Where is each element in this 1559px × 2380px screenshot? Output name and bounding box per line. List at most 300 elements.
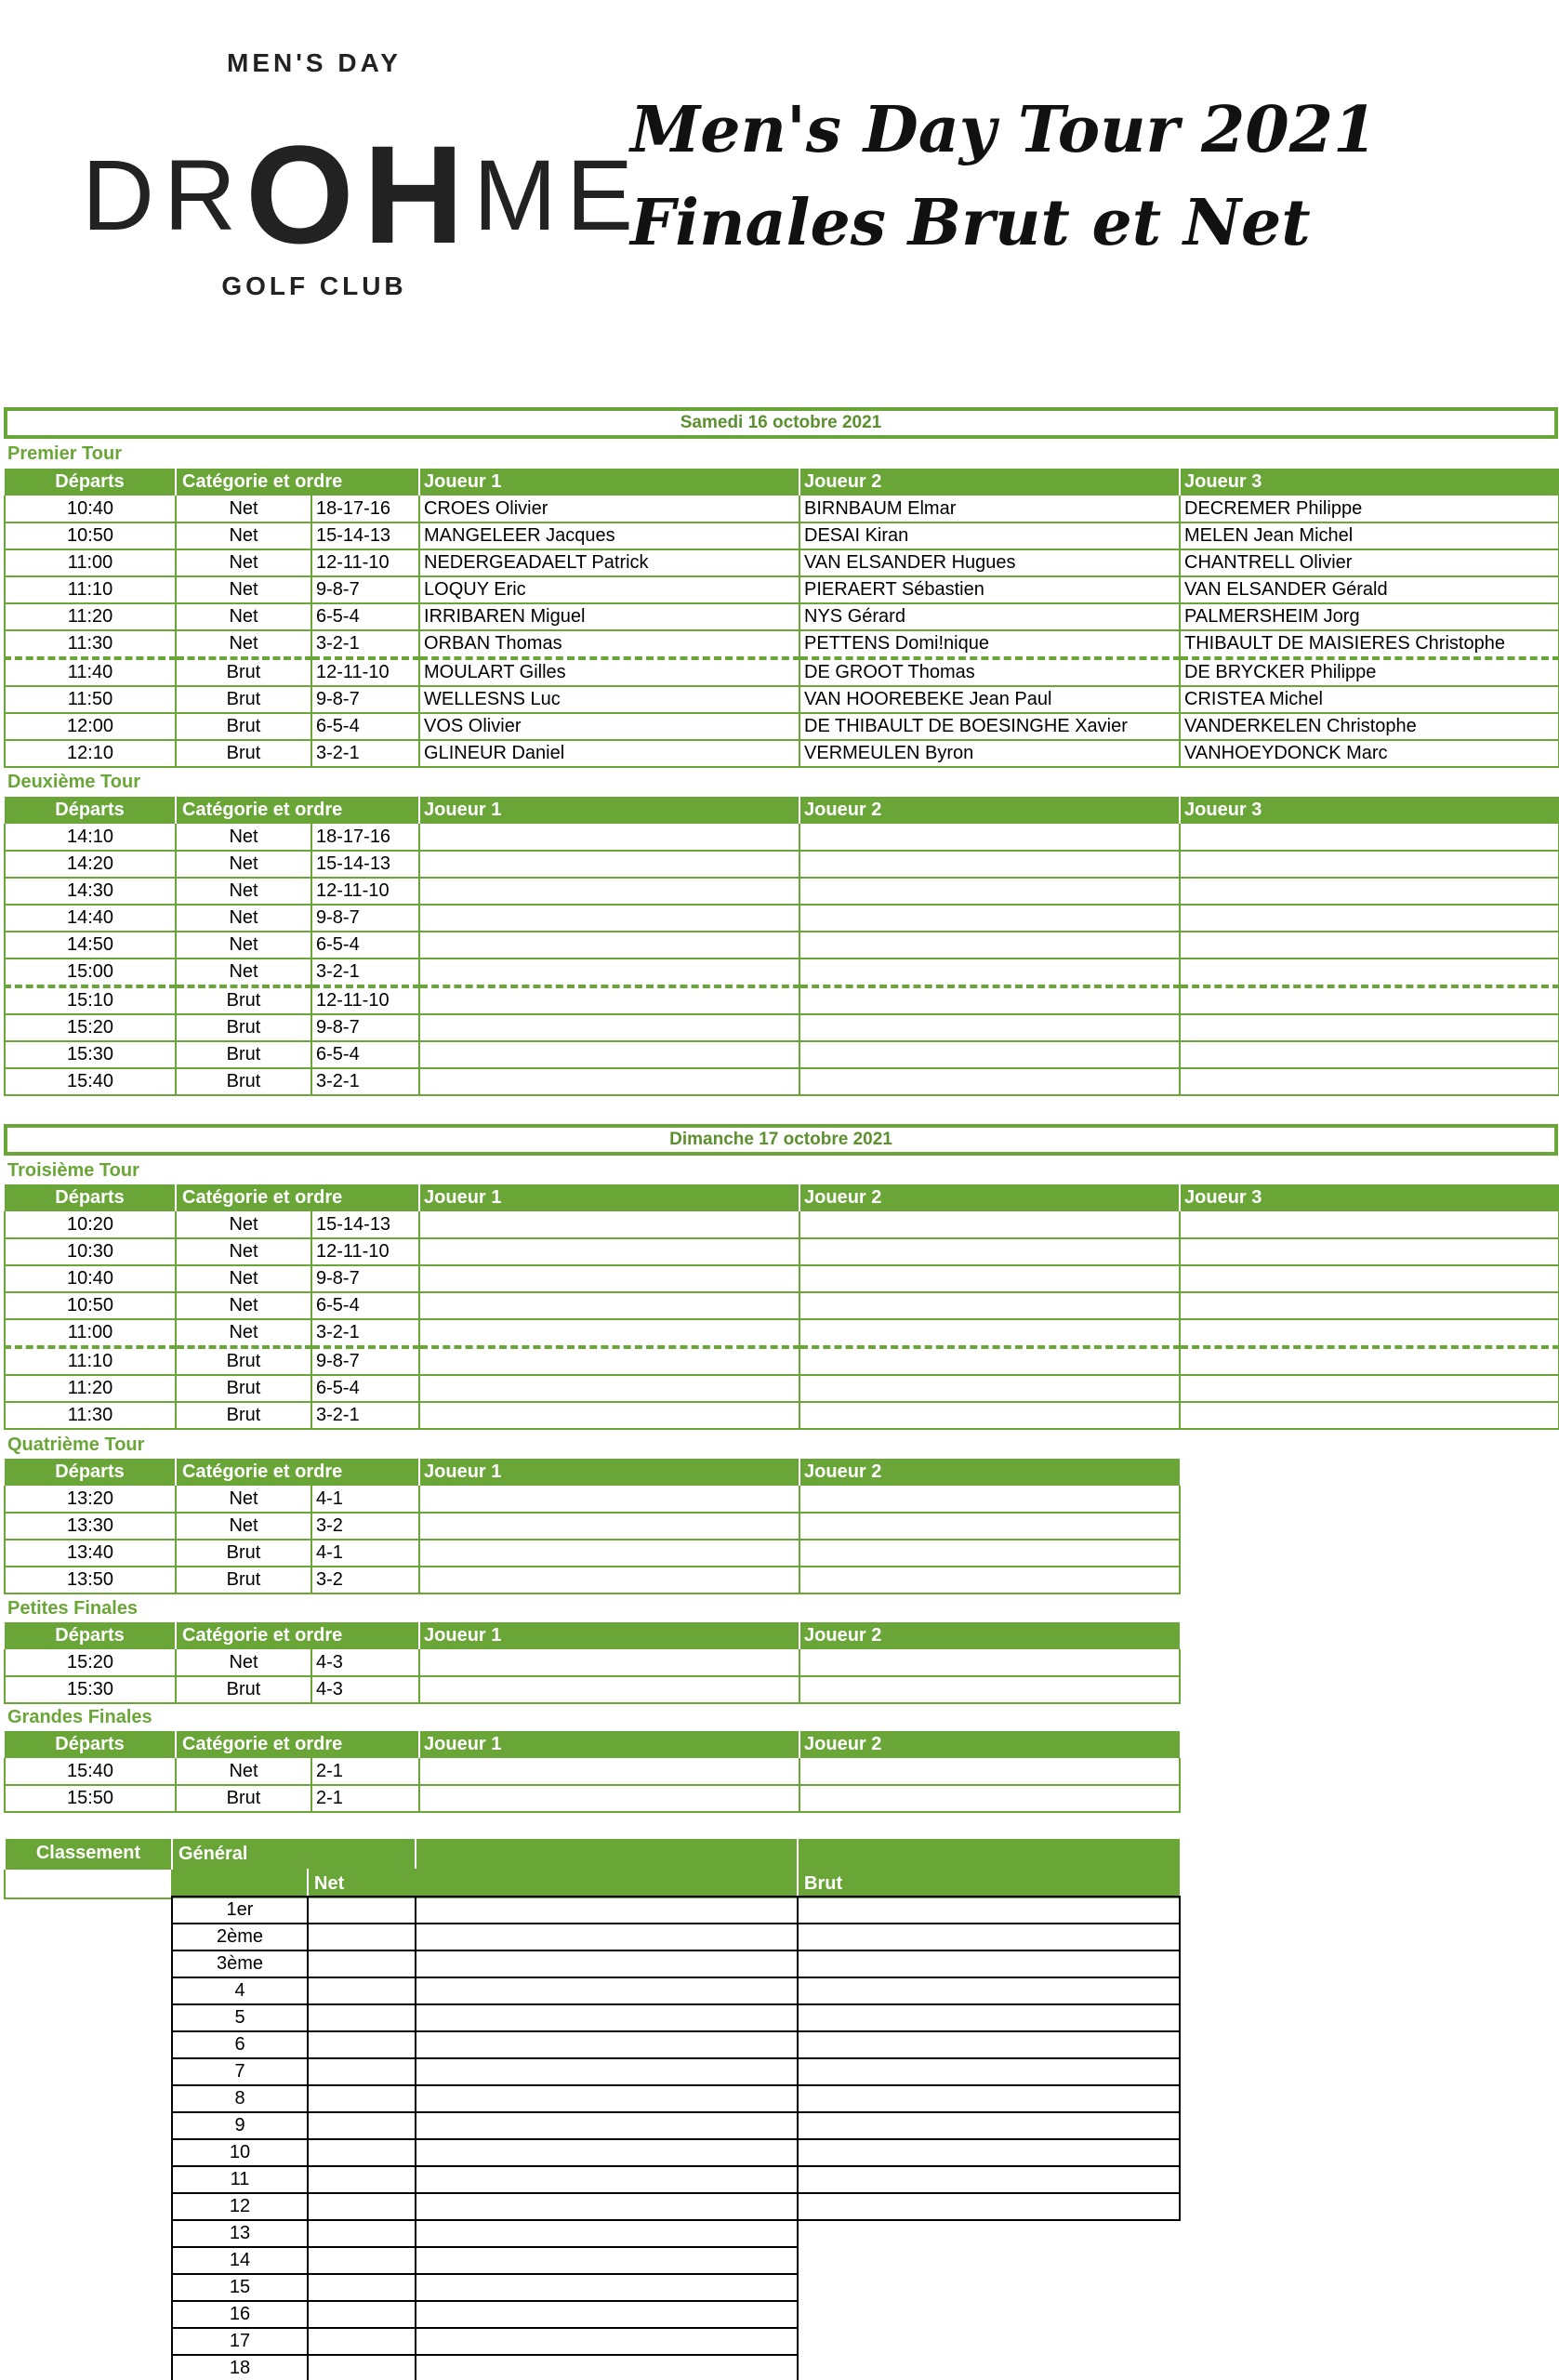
rank-net-order[interactable] bbox=[308, 2220, 416, 2247]
logo-main-c: ME bbox=[473, 139, 642, 251]
cell-time: 11:30 bbox=[5, 1402, 176, 1429]
cell-player2[interactable] bbox=[799, 932, 1180, 959]
cell-player1[interactable] bbox=[419, 1068, 799, 1095]
rank-net-name[interactable] bbox=[416, 2139, 798, 2166]
cell-player3[interactable]: DECREMER Philippe bbox=[1180, 496, 1559, 522]
cell-player3[interactable] bbox=[1180, 959, 1559, 986]
rank-net-order[interactable] bbox=[308, 2193, 416, 2220]
cell-player3[interactable] bbox=[1180, 1292, 1559, 1319]
table-row bbox=[5, 959, 1559, 986]
col-header-joueur3: Joueur 3 bbox=[1180, 1184, 1559, 1211]
cell-player3[interactable] bbox=[1180, 905, 1559, 932]
rank-net-order[interactable] bbox=[308, 2139, 416, 2166]
rank-brut-name[interactable] bbox=[798, 1977, 1180, 2004]
cell-category: Net bbox=[176, 576, 311, 603]
cell-player2[interactable] bbox=[799, 1041, 1180, 1068]
cell-time: 10:50 bbox=[5, 522, 176, 549]
rank-row bbox=[172, 2355, 1180, 2380]
cell-player3[interactable]: CRISTEA Michel bbox=[1180, 686, 1559, 713]
rank-row bbox=[172, 2166, 1180, 2193]
table-row bbox=[5, 496, 1559, 522]
cell-time: 15:20 bbox=[5, 1649, 176, 1676]
rank-row bbox=[172, 2031, 1180, 2058]
rank-net-name[interactable] bbox=[416, 2085, 798, 2112]
rank-position: 1er bbox=[172, 1897, 308, 1924]
cell-player2[interactable]: VAN HOOREBEKE Jean Paul bbox=[799, 686, 1180, 713]
cell-player2[interactable] bbox=[799, 1068, 1180, 1095]
rank-net-order[interactable] bbox=[308, 2166, 416, 2193]
rank-brut-name[interactable] bbox=[798, 2085, 1180, 2112]
cell-player2[interactable]: PIERAERT Sébastien bbox=[799, 576, 1180, 603]
col-header-joueur2: Joueur 2 bbox=[799, 1459, 1180, 1486]
cell-player3[interactable] bbox=[1180, 1211, 1559, 1238]
col-header-departs: Départs bbox=[5, 1184, 176, 1211]
table-row bbox=[5, 1265, 1559, 1292]
rank-net-name[interactable] bbox=[416, 2247, 798, 2274]
cell-player1[interactable] bbox=[419, 1402, 799, 1429]
rank-row bbox=[172, 2139, 1180, 2166]
rank-position: 9 bbox=[172, 2112, 308, 2139]
cell-category: Net bbox=[176, 959, 311, 986]
cell-player2[interactable] bbox=[799, 851, 1180, 878]
cell-time: 10:20 bbox=[5, 1211, 176, 1238]
rank-brut-name[interactable] bbox=[798, 2112, 1180, 2139]
cell-player1[interactable]: MOULART Gilles bbox=[419, 658, 799, 686]
section-label-petites-finales: Petites Finales bbox=[7, 1598, 139, 1619]
cell-player3[interactable]: VAN ELSANDER Gérald bbox=[1180, 576, 1559, 603]
rank-brut-name[interactable] bbox=[798, 2193, 1180, 2220]
cell-player1[interactable]: MANGELEER Jacques bbox=[419, 522, 799, 549]
logo-main-a: DR bbox=[82, 139, 245, 251]
cell-category: Brut bbox=[176, 1041, 311, 1068]
rank-net-name[interactable] bbox=[416, 1897, 798, 1924]
cell-player1[interactable] bbox=[419, 1375, 799, 1402]
cell-player1[interactable] bbox=[419, 1041, 799, 1068]
cell-order: 4-1 bbox=[311, 1540, 419, 1567]
rank-net-name[interactable] bbox=[416, 2274, 798, 2301]
cell-player3[interactable] bbox=[1180, 932, 1559, 959]
cell-order: 3-2-1 bbox=[311, 740, 419, 767]
cell-player3[interactable] bbox=[1180, 1238, 1559, 1265]
cell-player1[interactable] bbox=[419, 1319, 799, 1347]
cell-order: 18-17-16 bbox=[311, 496, 419, 522]
cell-time: 11:30 bbox=[5, 630, 176, 658]
cell-player2[interactable] bbox=[799, 1513, 1180, 1540]
cell-time: 11:40 bbox=[5, 658, 176, 686]
classement-rank-table bbox=[171, 1896, 1181, 2380]
cell-player1[interactable] bbox=[419, 986, 799, 1014]
cell-player2[interactable]: PETTENS Domi!nique bbox=[799, 630, 1180, 658]
rank-row bbox=[172, 1924, 1180, 1950]
rank-net-order[interactable] bbox=[308, 2328, 416, 2355]
rank-row bbox=[172, 1977, 1180, 2004]
rank-brut-name[interactable] bbox=[798, 1924, 1180, 1950]
rank-brut-name[interactable] bbox=[798, 2220, 1180, 2247]
cell-player1[interactable] bbox=[419, 1567, 799, 1593]
cell-player3[interactable] bbox=[1180, 986, 1559, 1014]
col-header-departs: Départs bbox=[5, 797, 176, 824]
cell-order: 4-3 bbox=[311, 1676, 419, 1703]
cell-player1[interactable] bbox=[419, 1265, 799, 1292]
cell-category: Net bbox=[176, 905, 311, 932]
cell-player1[interactable] bbox=[419, 1649, 799, 1676]
page-title-line2: Finales Brut et Net bbox=[630, 186, 1311, 260]
cell-player2[interactable]: DE GROOT Thomas bbox=[799, 658, 1180, 686]
rank-net-order[interactable] bbox=[308, 2004, 416, 2031]
cell-order: 6-5-4 bbox=[311, 1041, 419, 1068]
cell-category: Brut bbox=[176, 1375, 311, 1402]
cell-player1[interactable] bbox=[419, 1238, 799, 1265]
cell-order: 12-11-10 bbox=[311, 986, 419, 1014]
table-row bbox=[5, 1292, 1559, 1319]
cell-player2[interactable] bbox=[799, 959, 1180, 986]
cell-player2[interactable] bbox=[799, 1567, 1180, 1593]
cell-player1[interactable]: VOS Olivier bbox=[419, 713, 799, 740]
rank-row bbox=[172, 2247, 1180, 2274]
cell-time: 10:40 bbox=[5, 496, 176, 522]
rank-row bbox=[172, 2328, 1180, 2355]
cell-player1[interactable]: LOQUY Eric bbox=[419, 576, 799, 603]
rank-position: 7 bbox=[172, 2058, 308, 2085]
rank-brut-name[interactable] bbox=[798, 2139, 1180, 2166]
table-row bbox=[5, 932, 1559, 959]
rank-brut-name[interactable] bbox=[798, 2274, 1180, 2301]
rank-net-name[interactable] bbox=[416, 2112, 798, 2139]
cell-player2[interactable]: VAN ELSANDER Hugues bbox=[799, 549, 1180, 576]
cell-player3[interactable]: MELEN Jean Michel bbox=[1180, 522, 1559, 549]
col-header-departs: Départs bbox=[5, 1731, 176, 1758]
rank-position: 8 bbox=[172, 2085, 308, 2112]
rank-brut-name[interactable] bbox=[798, 2004, 1180, 2031]
cell-time: 11:20 bbox=[5, 603, 176, 630]
rank-net-name[interactable] bbox=[416, 2355, 798, 2380]
cell-player2[interactable] bbox=[799, 1014, 1180, 1041]
table-row bbox=[5, 1567, 1180, 1593]
col-header-joueur1: Joueur 1 bbox=[419, 469, 799, 496]
cell-player2[interactable] bbox=[799, 986, 1180, 1014]
table-row bbox=[5, 658, 1559, 686]
cell-category: Net bbox=[176, 851, 311, 878]
cell-time: 14:30 bbox=[5, 878, 176, 905]
rank-brut-name[interactable] bbox=[798, 2058, 1180, 2085]
cell-player1[interactable] bbox=[419, 959, 799, 986]
cell-player1[interactable] bbox=[419, 1292, 799, 1319]
rank-net-order[interactable] bbox=[308, 2058, 416, 2085]
rank-net-name[interactable] bbox=[416, 2004, 798, 2031]
schedule-table-tour1 bbox=[4, 469, 1559, 768]
rank-position: 5 bbox=[172, 2004, 308, 2031]
cell-order: 3-2 bbox=[311, 1567, 419, 1593]
cell-category: Brut bbox=[176, 740, 311, 767]
cell-player3[interactable]: VANDERKELEN Christophe bbox=[1180, 713, 1559, 740]
rank-net-name[interactable] bbox=[416, 2031, 798, 2058]
rank-net-order[interactable] bbox=[308, 2301, 416, 2328]
cell-category: Net bbox=[176, 1513, 311, 1540]
cell-category: Brut bbox=[176, 686, 311, 713]
rank-brut-name[interactable] bbox=[798, 1897, 1180, 1924]
cell-player1[interactable] bbox=[419, 1211, 799, 1238]
cell-player2[interactable]: VERMEULEN Byron bbox=[799, 740, 1180, 767]
cell-time: 13:30 bbox=[5, 1513, 176, 1540]
rank-net-order[interactable] bbox=[308, 2085, 416, 2112]
cell-player2[interactable] bbox=[799, 1375, 1180, 1402]
cell-order: 9-8-7 bbox=[311, 576, 419, 603]
rank-brut-name[interactable] bbox=[798, 2247, 1180, 2274]
cell-player1[interactable] bbox=[419, 932, 799, 959]
cell-player1[interactable]: GLINEUR Daniel bbox=[419, 740, 799, 767]
cell-category: Net bbox=[176, 522, 311, 549]
cell-player3[interactable] bbox=[1180, 824, 1559, 851]
rank-row bbox=[172, 2193, 1180, 2220]
cell-player1[interactable] bbox=[419, 1513, 799, 1540]
cell-time: 15:40 bbox=[5, 1758, 176, 1785]
rank-row bbox=[172, 2112, 1180, 2139]
rank-net-name[interactable] bbox=[416, 2220, 798, 2247]
table-header-row bbox=[5, 1622, 1180, 1649]
cell-player3[interactable] bbox=[1180, 1068, 1559, 1095]
table-row bbox=[5, 986, 1559, 1014]
cell-player3[interactable] bbox=[1180, 1347, 1559, 1375]
cell-player1[interactable] bbox=[419, 851, 799, 878]
table-row bbox=[5, 1238, 1559, 1265]
rank-net-order[interactable] bbox=[308, 2112, 416, 2139]
cell-player2[interactable] bbox=[799, 1785, 1180, 1812]
cell-player2[interactable] bbox=[799, 824, 1180, 851]
col-header-joueur2: Joueur 2 bbox=[799, 797, 1180, 824]
cell-time: 11:10 bbox=[5, 1347, 176, 1375]
table-row bbox=[5, 1347, 1559, 1375]
cell-player2[interactable] bbox=[799, 1486, 1180, 1513]
cell-player2[interactable] bbox=[799, 1265, 1180, 1292]
logo-main-b: OH bbox=[245, 116, 473, 272]
cell-player2[interactable] bbox=[799, 1347, 1180, 1375]
cell-order: 12-11-10 bbox=[311, 1238, 419, 1265]
table-row bbox=[5, 713, 1559, 740]
cell-order: 9-8-7 bbox=[311, 686, 419, 713]
cell-player3[interactable]: THIBAULT DE MAISIERES Christophe bbox=[1180, 630, 1559, 658]
classement-head-spacer-3 bbox=[172, 1869, 308, 1898]
rank-net-name[interactable] bbox=[416, 2301, 798, 2328]
table-row bbox=[5, 1486, 1180, 1513]
rank-row bbox=[172, 2058, 1180, 2085]
table-row bbox=[5, 630, 1559, 658]
cell-player2[interactable] bbox=[799, 1540, 1180, 1567]
cell-player2[interactable] bbox=[799, 1211, 1180, 1238]
cell-player2[interactable]: DESAI Kiran bbox=[799, 522, 1180, 549]
cell-category: Net bbox=[176, 1486, 311, 1513]
table-row bbox=[5, 1211, 1559, 1238]
rank-net-order[interactable] bbox=[308, 2274, 416, 2301]
cell-player3[interactable]: CHANTRELL Olivier bbox=[1180, 549, 1559, 576]
col-header-joueur1: Joueur 1 bbox=[419, 797, 799, 824]
cell-player1[interactable] bbox=[419, 1486, 799, 1513]
table-row bbox=[5, 686, 1559, 713]
cell-order: 3-2-1 bbox=[311, 1068, 419, 1095]
cell-player3[interactable]: PALMERSHEIM Jorg bbox=[1180, 603, 1559, 630]
rank-net-name[interactable] bbox=[416, 2058, 798, 2085]
cell-player2[interactable] bbox=[799, 1238, 1180, 1265]
col-header-joueur2: Joueur 2 bbox=[799, 1731, 1180, 1758]
cell-player3[interactable] bbox=[1180, 1265, 1559, 1292]
cell-time: 14:10 bbox=[5, 824, 176, 851]
rank-net-order[interactable] bbox=[308, 2355, 416, 2380]
rank-row bbox=[172, 2085, 1180, 2112]
cell-category: Brut bbox=[176, 658, 311, 686]
schedule-table-tour3 bbox=[4, 1184, 1559, 1430]
rank-position: 11 bbox=[172, 2166, 308, 2193]
cell-player1[interactable]: WELLESNS Luc bbox=[419, 686, 799, 713]
cell-order: 15-14-13 bbox=[311, 1211, 419, 1238]
rank-net-order[interactable] bbox=[308, 1924, 416, 1950]
rank-brut-name[interactable] bbox=[798, 2166, 1180, 2193]
cell-player3[interactable] bbox=[1180, 1319, 1559, 1347]
cell-player1[interactable] bbox=[419, 1676, 799, 1703]
cell-category: Net bbox=[176, 603, 311, 630]
col-header-joueur3: Joueur 3 bbox=[1180, 469, 1559, 496]
cell-time: 13:50 bbox=[5, 1567, 176, 1593]
cell-category: Net bbox=[176, 1758, 311, 1785]
cell-player2[interactable] bbox=[799, 1758, 1180, 1785]
day1-banner: Samedi 16 octobre 2021 bbox=[4, 407, 1558, 439]
cell-time: 12:10 bbox=[5, 740, 176, 767]
rank-net-order[interactable] bbox=[308, 1977, 416, 2004]
cell-category: Net bbox=[176, 496, 311, 522]
cell-player1[interactable] bbox=[419, 878, 799, 905]
cell-time: 14:40 bbox=[5, 905, 176, 932]
rank-net-name[interactable] bbox=[416, 1924, 798, 1950]
cell-order: 12-11-10 bbox=[311, 878, 419, 905]
rank-net-name[interactable] bbox=[416, 2166, 798, 2193]
classement-blank-cell bbox=[5, 1869, 172, 1898]
cell-time: 15:30 bbox=[5, 1676, 176, 1703]
rank-net-order[interactable] bbox=[308, 1950, 416, 1977]
schedule-table-petites-finales bbox=[4, 1622, 1181, 1704]
cell-category: Brut bbox=[176, 1540, 311, 1567]
cell-category: Brut bbox=[176, 1676, 311, 1703]
cell-player3[interactable] bbox=[1180, 1014, 1559, 1041]
table-header-row bbox=[5, 1459, 1180, 1486]
table-row bbox=[5, 603, 1559, 630]
rank-net-name[interactable] bbox=[416, 2193, 798, 2220]
cell-player2[interactable] bbox=[799, 1319, 1180, 1347]
table-row bbox=[5, 1540, 1180, 1567]
cell-player3[interactable] bbox=[1180, 851, 1559, 878]
cell-player2[interactable] bbox=[799, 905, 1180, 932]
cell-time: 15:30 bbox=[5, 1041, 176, 1068]
table-row bbox=[5, 851, 1559, 878]
cell-player1[interactable] bbox=[419, 1785, 799, 1812]
cell-category: Brut bbox=[176, 713, 311, 740]
cell-category: Brut bbox=[176, 1347, 311, 1375]
col-header-departs: Départs bbox=[5, 469, 176, 496]
table-row bbox=[5, 905, 1559, 932]
rank-brut-name[interactable] bbox=[798, 2031, 1180, 2058]
cell-time: 10:30 bbox=[5, 1238, 176, 1265]
cell-order: 4-1 bbox=[311, 1486, 419, 1513]
cell-order: 3-2-1 bbox=[311, 1402, 419, 1429]
cell-player2[interactable]: NYS Gérard bbox=[799, 603, 1180, 630]
cell-player1[interactable]: CROES Olivier bbox=[419, 496, 799, 522]
classement-general-label: Général bbox=[172, 1839, 416, 1869]
cell-player3[interactable]: VANHOEYDONCK Marc bbox=[1180, 740, 1559, 767]
cell-order: 12-11-10 bbox=[311, 549, 419, 576]
classement-head-spacer-1 bbox=[416, 1839, 798, 1869]
cell-time: 11:20 bbox=[5, 1375, 176, 1402]
rank-net-order[interactable] bbox=[308, 2247, 416, 2274]
col-header-categorie: Catégorie et ordre bbox=[176, 1459, 419, 1486]
rank-brut-name[interactable] bbox=[798, 1950, 1180, 1977]
classement-brut-label: Brut bbox=[798, 1869, 1180, 1898]
rank-net-name[interactable] bbox=[416, 1977, 798, 2004]
logo-main-text bbox=[82, 116, 642, 272]
cell-category: Brut bbox=[176, 1014, 311, 1041]
schedule-table-tour2 bbox=[4, 797, 1559, 1096]
rank-net-order[interactable] bbox=[308, 1897, 416, 1924]
cell-order: 2-1 bbox=[311, 1785, 419, 1812]
cell-player2[interactable] bbox=[799, 878, 1180, 905]
cell-player2[interactable] bbox=[799, 1292, 1180, 1319]
rank-position: 17 bbox=[172, 2328, 308, 2355]
cell-player1[interactable]: ORBAN Thomas bbox=[419, 630, 799, 658]
cell-player1[interactable] bbox=[419, 1347, 799, 1375]
cell-player1[interactable] bbox=[419, 1758, 799, 1785]
table-header-row bbox=[5, 1731, 1180, 1758]
cell-player1[interactable] bbox=[419, 1540, 799, 1567]
cell-player3[interactable] bbox=[1180, 878, 1559, 905]
table-row bbox=[5, 576, 1559, 603]
logo-top-text: MEN'S DAY bbox=[227, 48, 402, 77]
table-header-row bbox=[5, 469, 1559, 496]
table-row bbox=[5, 1375, 1559, 1402]
cell-player1[interactable] bbox=[419, 905, 799, 932]
classement-net-label: Net bbox=[308, 1869, 798, 1898]
col-header-categorie: Catégorie et ordre bbox=[176, 1184, 419, 1211]
cell-category: Net bbox=[176, 824, 311, 851]
cell-player3[interactable] bbox=[1180, 1041, 1559, 1068]
section-label-tour2: Deuxième Tour bbox=[7, 772, 140, 792]
table-row bbox=[5, 740, 1559, 767]
day2-banner: Dimanche 17 octobre 2021 bbox=[4, 1124, 1558, 1156]
cell-time: 10:40 bbox=[5, 1265, 176, 1292]
cell-player1[interactable]: NEDERGEADAELT Patrick bbox=[419, 549, 799, 576]
col-header-categorie: Catégorie et ordre bbox=[176, 1622, 419, 1649]
rank-net-name[interactable] bbox=[416, 1950, 798, 1977]
cell-player1[interactable]: IRRIBAREN Miguel bbox=[419, 603, 799, 630]
cell-time: 15:50 bbox=[5, 1785, 176, 1812]
cell-order: 2-1 bbox=[311, 1758, 419, 1785]
cell-player1[interactable] bbox=[419, 824, 799, 851]
rank-brut-name[interactable] bbox=[798, 2301, 1180, 2328]
cell-player2[interactable] bbox=[799, 1676, 1180, 1703]
rank-position: 18 bbox=[172, 2355, 308, 2380]
section-label-grandes-finales: Grandes Finales bbox=[7, 1707, 152, 1727]
cell-player2[interactable] bbox=[799, 1649, 1180, 1676]
rank-brut-name[interactable] bbox=[798, 2328, 1180, 2355]
rank-brut-name[interactable] bbox=[798, 2355, 1180, 2380]
cell-player3[interactable] bbox=[1180, 1375, 1559, 1402]
cell-player2[interactable]: BIRNBAUM Elmar bbox=[799, 496, 1180, 522]
rank-net-name[interactable] bbox=[416, 2328, 798, 2355]
cell-player3[interactable] bbox=[1180, 1402, 1559, 1429]
cell-category: Net bbox=[176, 878, 311, 905]
cell-player3[interactable]: DE BRYCKER Philippe bbox=[1180, 658, 1559, 686]
cell-player2[interactable] bbox=[799, 1402, 1180, 1429]
cell-player1[interactable] bbox=[419, 1014, 799, 1041]
cell-time: 12:00 bbox=[5, 713, 176, 740]
rank-net-order[interactable] bbox=[308, 2031, 416, 2058]
cell-order: 3-2-1 bbox=[311, 959, 419, 986]
cell-player2[interactable]: DE THIBAULT DE BOESINGHE Xavier bbox=[799, 713, 1180, 740]
